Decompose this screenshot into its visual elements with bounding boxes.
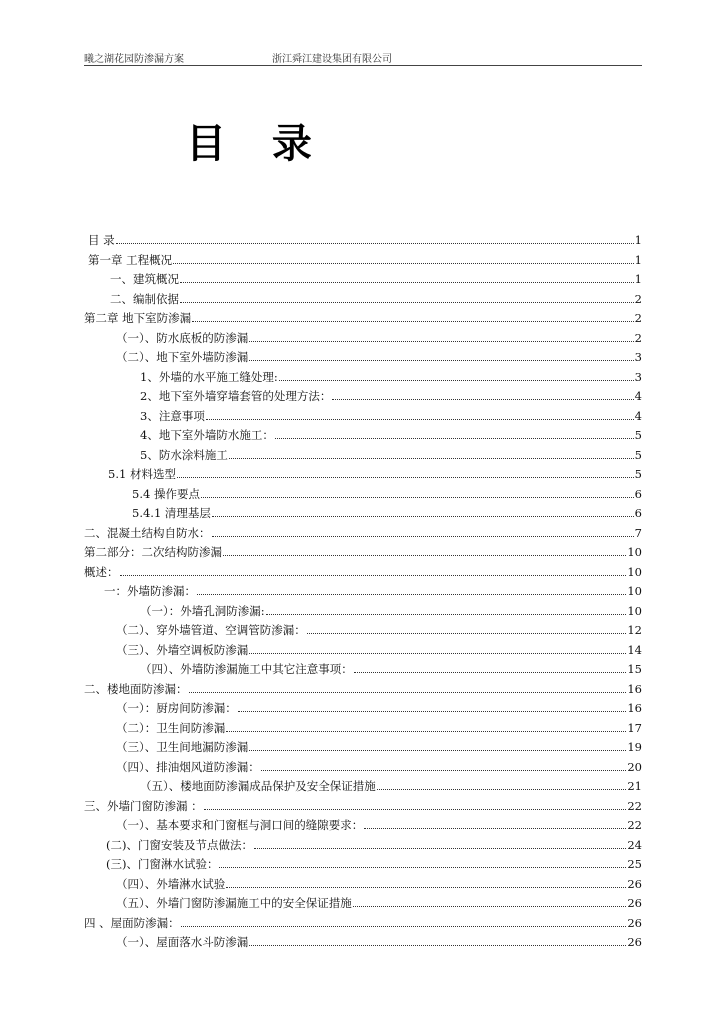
toc-entry[interactable]	[84, 527, 642, 540]
toc-entry-label: 3、注意事项	[140, 408, 205, 423]
toc-entry[interactable]	[116, 936, 642, 949]
toc-entry[interactable]	[104, 585, 642, 598]
toc-entry[interactable]	[110, 273, 642, 286]
toc-entry-page: 10	[627, 564, 642, 579]
toc-entry-page: 21	[627, 779, 642, 793]
toc-entry-label: （五）、楼地面防渗漏成品保护及安全保证措施	[140, 779, 376, 793]
toc-dot-leader	[181, 925, 627, 927]
toc-entry-label: 4、地下室外墙防水施工：	[140, 428, 274, 442]
toc-dot-leader	[238, 710, 627, 712]
toc-dot-leader	[254, 847, 626, 849]
toc-entry-page: 2	[634, 311, 642, 325]
toc-dot-leader	[173, 262, 634, 264]
toc-entry-page: 10	[627, 603, 642, 618]
toc-entry[interactable]	[84, 917, 642, 930]
page-title: 目 录	[186, 121, 328, 167]
toc-entry-page: 26	[627, 876, 642, 891]
toc-entry[interactable]	[116, 624, 642, 637]
toc-entry[interactable]	[116, 702, 642, 715]
toc-entry[interactable]	[84, 683, 642, 696]
toc-entry-label: （四）、外墙防渗漏施工中其它注意事项：	[140, 662, 353, 676]
toc-entry-label: 二、编制依据	[110, 291, 179, 306]
toc-entry-page: 5	[634, 447, 642, 462]
toc-entry[interactable]	[140, 449, 642, 462]
toc-entry-page: 1	[634, 252, 642, 267]
toc-entry-label: 一：外墙防渗漏：	[104, 584, 196, 598]
toc-entry[interactable]	[116, 351, 642, 364]
toc-dot-leader	[180, 301, 634, 303]
toc-entry-page: 26	[627, 896, 642, 910]
toc-dot-leader	[364, 827, 626, 829]
toc-dot-leader	[249, 340, 633, 342]
toc-dot-leader	[307, 632, 627, 634]
toc-entry-label: 2、地下室外墙穿墙套管的处理方法：	[140, 389, 332, 403]
toc-entry-page: 25	[627, 857, 642, 871]
toc-entry[interactable]	[84, 312, 642, 325]
toc-entry-page: 5	[634, 467, 642, 481]
toc-dot-leader	[177, 476, 634, 478]
toc-entry[interactable]	[132, 488, 642, 501]
toc-entry-page: 12	[627, 623, 642, 637]
toc-entry-page: 4	[634, 408, 642, 423]
toc-entry-label: 第二部分：二次结构防渗漏	[84, 545, 222, 559]
toc-entry[interactable]	[116, 878, 642, 891]
toc-entry-label: （一）：厨房间防渗漏：	[116, 701, 237, 715]
toc-entry-page: 3	[634, 350, 642, 364]
toc-dot-leader	[201, 496, 634, 498]
toc-entry[interactable]	[110, 293, 642, 306]
toc-entry[interactable]	[106, 858, 642, 871]
toc-entry-page: 1	[634, 233, 642, 247]
toc-entry[interactable]	[116, 722, 642, 735]
toc-dot-leader	[189, 691, 627, 693]
toc-entry-label: （三）、外墙空调板防渗漏	[116, 642, 249, 657]
toc-dot-leader	[212, 535, 634, 537]
toc-entry-page: 22	[627, 818, 642, 832]
toc-dot-leader	[249, 944, 626, 946]
toc-entry-page: 2	[634, 330, 642, 345]
header-project-name: 曦之湖花园防渗漏方案	[84, 54, 184, 65]
toc-entry[interactable]	[116, 897, 642, 910]
toc-entry[interactable]	[116, 332, 642, 345]
toc-entry-page: 5	[634, 428, 642, 442]
toc-entry-label: 一、建筑概况	[110, 272, 179, 286]
toc-dot-leader	[192, 320, 634, 322]
toc-entry-page: 10	[627, 584, 642, 598]
toc-dot-leader	[180, 281, 634, 283]
toc-entry-label: （二）、穿外墙管道、空调管防渗漏：	[116, 623, 306, 637]
toc-entry-label: 5.4 操作要点	[132, 486, 200, 501]
toc-entry[interactable]	[88, 254, 642, 267]
toc-dot-leader	[353, 905, 627, 907]
toc-entry-page: 10	[627, 545, 642, 559]
toc-entry-label: 5.1 材料选型	[108, 467, 176, 481]
toc-entry-page: 17	[627, 720, 642, 735]
toc-dot-leader	[332, 398, 633, 400]
toc-entry-page: 20	[627, 759, 642, 774]
toc-entry[interactable]	[140, 429, 642, 442]
toc-entry[interactable]	[140, 605, 642, 618]
toc-dot-leader	[219, 866, 626, 868]
toc-entry[interactable]	[84, 800, 642, 813]
toc-entry-label: 四 、屋面防渗漏：	[84, 915, 180, 930]
toc-dot-leader	[116, 242, 634, 244]
toc-entry-label: 5.4.1 清理基层	[132, 506, 211, 520]
toc-dot-leader	[266, 613, 627, 615]
toc-entry-label: (三)、门窗淋水试验：	[106, 857, 219, 871]
toc-dot-leader	[354, 671, 627, 673]
toc-entry[interactable]	[116, 761, 642, 774]
toc-dot-leader	[204, 808, 627, 810]
toc-entry[interactable]	[140, 410, 642, 423]
toc-entry[interactable]	[116, 741, 642, 754]
toc-entry-label: （五）、外墙门窗防渗漏施工中的安全保证措施	[116, 896, 352, 910]
toc-entry-label: （四）、排油烟风道防渗漏：	[116, 759, 260, 774]
toc-dot-leader	[249, 359, 633, 361]
toc-entry-page: 14	[627, 642, 642, 657]
toc-entry-label: （一）、防水底板的防渗漏	[116, 330, 249, 345]
toc-entry-label: 三、外墙门窗防渗漏 ：	[84, 798, 203, 813]
toc-dot-leader	[279, 379, 634, 381]
toc-entry-page: 16	[627, 701, 642, 715]
toc-entry[interactable]	[116, 819, 642, 832]
toc-entry-label: 第一章 工程概况	[88, 252, 173, 267]
toc-entry[interactable]	[116, 644, 642, 657]
toc-dot-leader	[223, 554, 626, 556]
toc-entry-label: 5、防水涂料施工	[140, 447, 228, 462]
toc-entry[interactable]	[88, 234, 642, 247]
toc-entry-label: （一）、屋面落水斗防渗漏	[116, 935, 249, 949]
toc-entry-label: (二)、门窗安装及节点做法：	[106, 837, 253, 852]
toc-dot-leader	[212, 515, 634, 517]
toc-entry-label: 目 录	[88, 233, 115, 247]
toc-entry[interactable]	[140, 780, 642, 793]
toc-dot-leader	[226, 730, 626, 732]
toc-entry[interactable]	[84, 546, 642, 559]
toc-entry-label: （二）：卫生间防渗漏	[116, 720, 226, 735]
toc-entry[interactable]	[140, 371, 642, 384]
toc-dot-leader	[261, 769, 627, 771]
toc-entry[interactable]	[140, 390, 642, 403]
toc-entry[interactable]	[132, 507, 642, 520]
toc-entry-page: 26	[627, 915, 642, 930]
toc-entry-label: （四）、外墙淋水试验	[116, 876, 226, 891]
toc-entry-page: 26	[627, 935, 642, 949]
toc-entry-label: （一）、基本要求和门窗框与洞口间的缝隙要求：	[116, 818, 364, 832]
toc-entry[interactable]	[106, 839, 642, 852]
toc-entry-label: （三）、卫生间地漏防渗漏	[116, 740, 249, 754]
toc-dot-leader	[229, 457, 634, 459]
toc-entry-page: 16	[627, 681, 642, 696]
toc-entry-label: （一）：外墙孔洞防渗漏:	[140, 603, 265, 618]
toc-dot-leader	[120, 574, 627, 576]
toc-entry-page: 6	[634, 486, 642, 501]
header-company-name: 浙江舜江建设集团有限公司	[272, 54, 392, 65]
toc-entry-page: 24	[627, 837, 642, 852]
toc-entry-page: 22	[627, 798, 642, 813]
toc-dot-leader	[275, 437, 634, 439]
toc-entry-page: 2	[634, 291, 642, 306]
toc-entry-label: 概述：	[84, 564, 119, 579]
toc-entry-page: 4	[634, 389, 642, 403]
toc-entry[interactable]	[108, 468, 642, 481]
toc-entry-page: 3	[634, 369, 642, 384]
toc-entry[interactable]	[84, 566, 642, 579]
toc-dot-leader	[226, 886, 626, 888]
toc-dot-leader	[377, 788, 627, 790]
toc-dot-leader	[249, 749, 626, 751]
toc-entry-label: 二、混凝土结构自防水：	[84, 525, 211, 540]
toc-entry-label: 1、外墙的水平施工缝处理:	[140, 369, 278, 384]
toc-dot-leader	[197, 593, 626, 595]
toc-entry[interactable]	[140, 663, 642, 676]
toc-entry-page: 19	[627, 740, 642, 754]
toc-entry-label: （二）、地下室外墙防渗漏	[116, 350, 249, 364]
toc-entry-page: 1	[634, 272, 642, 286]
toc-dot-leader	[249, 652, 626, 654]
toc-entry-page: 7	[634, 525, 642, 540]
toc-dot-leader	[206, 418, 634, 420]
toc-entry-label: 二、楼地面防渗漏：	[84, 681, 188, 696]
toc-entry-page: 6	[634, 506, 642, 520]
toc-entry-label: 第二章 地下室防渗漏	[84, 311, 192, 325]
toc-entry-page: 15	[627, 662, 642, 676]
